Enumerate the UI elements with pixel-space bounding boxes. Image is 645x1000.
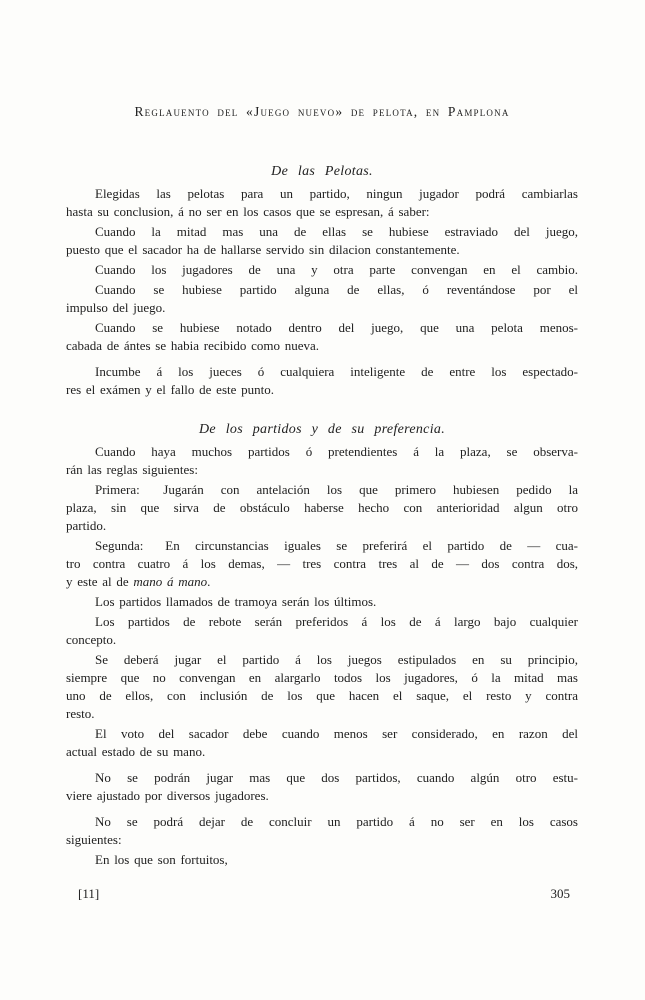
paragraph xyxy=(66,185,578,221)
document-body xyxy=(66,163,578,869)
paragraph xyxy=(66,651,578,723)
paragraph xyxy=(66,363,578,399)
text-line: No se podrán jugar mas que dos partidos, cuando algún otro estu- xyxy=(95,770,578,785)
text-line: Cuando se hubiese partido alguna de ellas, ó reventándose por el xyxy=(95,282,578,297)
text-line: Segunda: En circunstancias iguales se preferirá el partido de — cua- xyxy=(95,538,578,553)
paragraph xyxy=(66,443,578,479)
paragraph xyxy=(66,281,578,317)
page-number: 305 xyxy=(550,886,570,901)
paragraph xyxy=(66,769,578,805)
text-line: En los que son fortuitos, xyxy=(95,852,228,867)
paragraph xyxy=(66,261,578,279)
text-line: El voto del sacador debe cuando menos ser considerado, en razon del xyxy=(95,726,578,741)
text-line: plaza, sin que sirva de obstáculo haberse hecho con anterioridad algun otro xyxy=(66,500,578,515)
sheet-number: [11] xyxy=(78,886,100,901)
text-line: Cuando la mitad mas una de ellas se hubiese estraviado del juego, xyxy=(95,224,578,239)
text-line: Se deberá jugar el partido á los juegos estipulados en su principio, xyxy=(95,652,578,667)
text-line: concepto. xyxy=(66,632,117,647)
page-footer xyxy=(66,885,578,903)
text-line: uno de ellos, con inclusión de los que hacen el saque, el resto y contra xyxy=(66,688,578,703)
text-line: siempre que no convengan en alargarlo todos los jugadores, ó la mitad mas xyxy=(66,670,578,685)
text-line: Cuando haya muchos partidos ó pretendientes á la plaza, se observa- xyxy=(95,444,578,459)
text-line: partido. xyxy=(66,518,107,533)
text-line: Incumbe á los jueces ó cualquiera inteligente de entre los espectado- xyxy=(95,364,578,379)
paragraph xyxy=(66,319,578,355)
paragraph xyxy=(66,223,578,259)
text-line: rán las reglas siguientes: xyxy=(66,462,198,477)
text-line: y este al de mano á mano. xyxy=(66,574,211,589)
text-line: Cuando se hubiese notado dentro del juego, que una pelota menos- xyxy=(95,320,578,335)
text-line: actual estado de su mano. xyxy=(66,744,206,759)
text-line: puesto que el sacador ha de hallarse servido sin dilacion constantemente. xyxy=(66,242,460,257)
text-line: No se podrá dejar de concluir un partido á no ser en los casos xyxy=(95,814,578,829)
paragraph xyxy=(66,813,578,849)
paragraph xyxy=(66,481,578,535)
document-section xyxy=(66,421,578,869)
section-heading: De las Pelotas. xyxy=(271,164,373,179)
paragraph xyxy=(66,851,578,869)
text-line: impulso del juego. xyxy=(66,300,166,315)
text-line: siguientes: xyxy=(66,832,122,847)
text-line: Los partidos de rebote serán preferidos á los de á largo bajo cualquier xyxy=(95,614,578,629)
text-line: Elegidas las pelotas para un partido, ningun jugador podrá cambiarlas xyxy=(95,186,578,201)
document-section xyxy=(66,163,578,399)
text-line: tro contra cuatro á los demas, — tres contra tres al de — dos contra dos, xyxy=(66,556,578,571)
text-line: viere ajustado por diversos jugadores. xyxy=(66,788,269,803)
text-line: Cuando los jugadores de una y otra parte convengan en el cambio. xyxy=(95,262,578,277)
section-heading: De los partidos y de su preferencia. xyxy=(198,422,445,437)
text-line: cabada de ántes se habia recibido como nueva. xyxy=(66,338,320,353)
text-line: Los partidos llamados de tramoya serán los últimos. xyxy=(95,594,377,609)
text-line: res el exámen y el fallo de este punto. xyxy=(66,382,275,397)
text-line: resto. xyxy=(66,706,95,721)
paragraph xyxy=(66,537,578,591)
text-line: Primera: Jugarán con antelación los que primero hubiesen pedido la xyxy=(95,482,578,497)
paragraph xyxy=(66,725,578,761)
paragraph xyxy=(66,613,578,649)
paragraph xyxy=(66,593,578,611)
text-line: hasta su conclusion, á no ser en los casos que se espresan, á saber: xyxy=(66,204,430,219)
running-head: Reglauento del «Juego nuevo» de pelota, en Pamplona xyxy=(134,104,510,119)
